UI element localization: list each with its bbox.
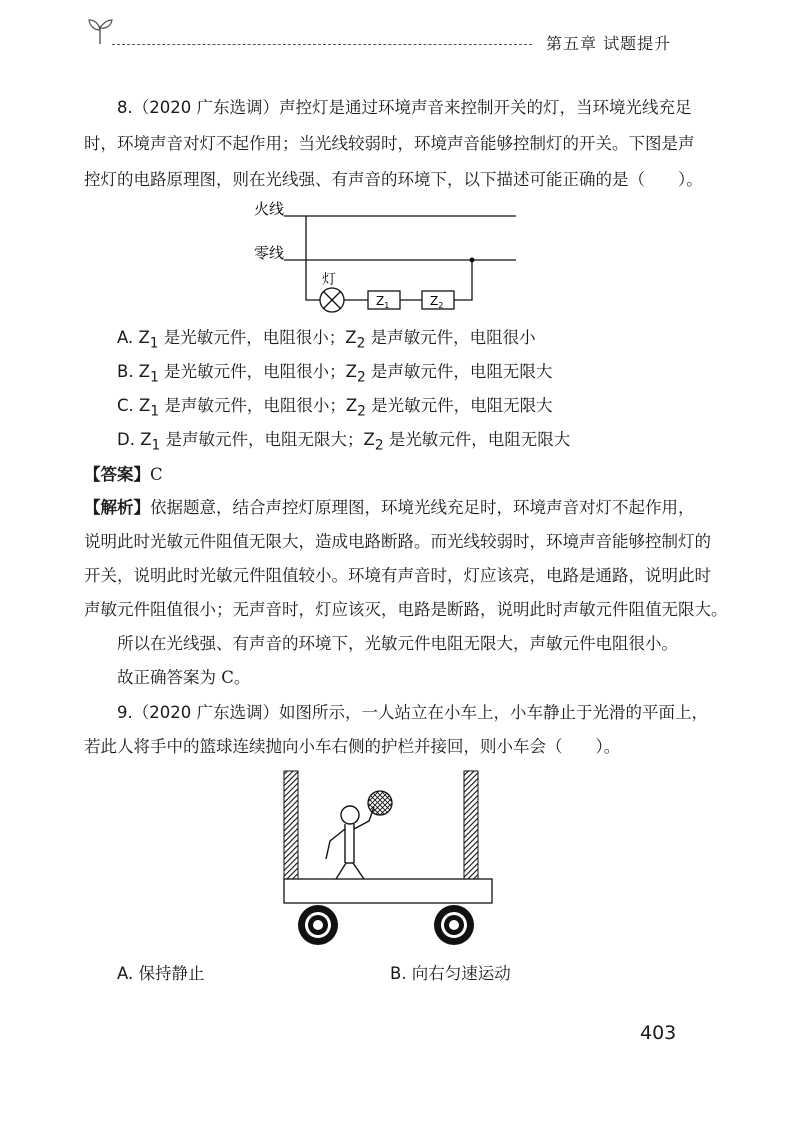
person-figure <box>326 806 374 879</box>
q8-stem-line1: 8.（2020 广东选调）声控灯是通过环境声音来控制开关的灯，当环境光线充足 <box>117 98 692 117</box>
lamp-symbol <box>320 288 344 312</box>
lamp-label: 灯 <box>322 272 336 288</box>
basketball <box>368 791 392 815</box>
q8-analysis-line1: 【解析】依据题意，结合声控灯原理图，环境光线充足时，环境声音对灯不起作用， <box>84 498 695 517</box>
q8-analysis-line3: 开关，说明此时光敏元件阻值较小。环境有声音时，灯应该亮，电路是通路，说明此时 <box>84 566 711 585</box>
q8-option-b: B. $Z_1$ 是光敏元件，电阻很小；$Z_2$ 是声敏元件，电阻无限大 <box>117 362 553 386</box>
neutral-wire-label: 零线 <box>254 244 285 262</box>
q8-option-c: C. $Z_1$ 是声敏元件，电阻很小；$Z_2$ 是光敏元件，电阻无限大 <box>117 396 553 420</box>
q9-option-b: B. 向右匀速运动 <box>390 964 511 983</box>
q9-stem-line2: 若此人将手中的篮球连续抛向小车右侧的护栏并接回，则小车会（ ）。 <box>84 737 621 756</box>
page-number: 403 <box>640 1022 677 1044</box>
q8-stem-line2: 时，环境声音对灯不起作用；当光线较弱时，环境声音能够控制灯的开关。下图是声 <box>84 134 695 153</box>
live-wire-label: 火线 <box>254 200 285 218</box>
sprout-icon <box>86 16 114 46</box>
left-wheel <box>298 905 338 945</box>
right-railing <box>464 771 478 879</box>
q8-analysis-line4: 声敏元件阻值很小；无声音时，灯应该灭，电路是断路，说明此时声敏元件阻值无限大。 <box>84 600 728 619</box>
left-railing <box>284 771 298 879</box>
q9-stem-line1: 9.（2020 广东选调）如图所示，一人站立在小车上，小车静止于光滑的平面上， <box>117 703 708 722</box>
chapter-title: 第五章 试题提升 <box>546 34 672 53</box>
circuit-diagram <box>240 196 540 321</box>
z1-label: $Z_1$ <box>376 294 390 310</box>
right-branch-wire <box>454 260 472 300</box>
q8-conclusion: 故正确答案为 C。 <box>117 668 251 687</box>
cart-body <box>284 879 492 903</box>
right-wheel <box>434 905 474 945</box>
z2-label: $Z_2$ <box>430 294 444 310</box>
header-divider <box>112 44 532 45</box>
q8-option-a: A. $Z_1$ 是光敏元件，电阻很小；$Z_2$ 是声敏元件，电阻很小 <box>117 328 536 352</box>
q8-analysis-line5: 所以在光线强、有声音的环境下，光敏元件电阻无限大，声敏元件电阻很小。 <box>117 634 678 653</box>
left-branch-wire <box>306 216 320 300</box>
q8-option-d: D. $Z_1$ 是声敏元件，电阻无限大；$Z_2$ 是光敏元件，电阻无限大 <box>117 430 571 454</box>
q8-stem-line3: 控灯的电路原理图，则在光线强、有声音的环境下，以下描述可能正确的是（ ）。 <box>84 170 703 189</box>
cart-diagram <box>270 765 510 950</box>
q8-analysis-line2: 说明此时光敏元件阻值无限大，造成电路断路。而光线较弱时，环境声音能够控制灯的 <box>84 532 711 551</box>
q8-answer: 【答案】C <box>84 465 163 484</box>
q9-option-a: A. 保持静止 <box>117 964 205 983</box>
